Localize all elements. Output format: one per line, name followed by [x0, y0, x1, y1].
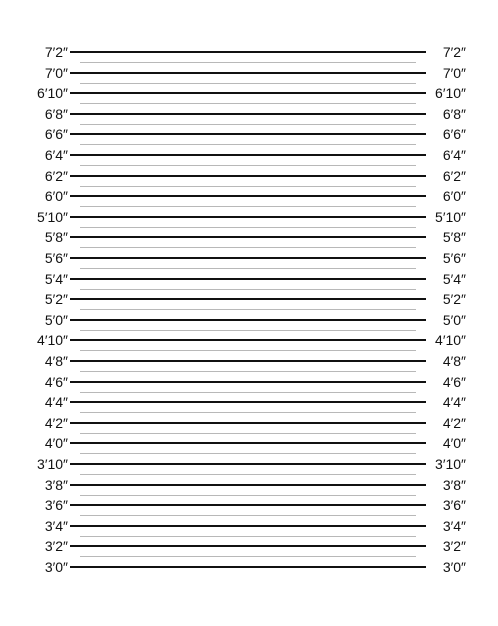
height-label-right: 5′0″ — [442, 312, 466, 328]
height-label-left: 5′10″ — [37, 209, 68, 225]
height-label-right: 5′8″ — [442, 229, 466, 245]
minor-height-line — [80, 165, 416, 166]
minor-height-line — [80, 309, 416, 310]
height-label-left: 3′8″ — [44, 477, 68, 493]
height-label-left: 6′4″ — [44, 147, 68, 163]
height-label-right: 6′2″ — [442, 168, 466, 184]
major-height-line — [70, 133, 426, 135]
major-height-line — [70, 401, 426, 403]
height-label-left: 6′0″ — [44, 188, 68, 204]
height-label-right: 3′8″ — [442, 477, 466, 493]
minor-height-line — [80, 247, 416, 248]
height-label-right: 7′2″ — [442, 44, 466, 60]
height-label-right: 5′2″ — [442, 291, 466, 307]
major-height-line — [70, 463, 426, 465]
height-label-right: 4′6″ — [442, 374, 466, 390]
major-height-line — [70, 51, 426, 53]
minor-height-line — [80, 453, 416, 454]
major-height-line — [70, 195, 426, 197]
major-height-line — [70, 175, 426, 177]
minor-height-line — [80, 206, 416, 207]
height-label-left: 4′8″ — [44, 353, 68, 369]
height-label-left: 3′0″ — [44, 559, 68, 575]
minor-height-line — [80, 330, 416, 331]
height-label-left: 6′6″ — [44, 126, 68, 142]
major-height-line — [70, 319, 426, 321]
height-label-right: 4′10″ — [435, 332, 466, 348]
minor-height-line — [80, 227, 416, 228]
height-label-left: 3′6″ — [44, 497, 68, 513]
height-label-right: 5′6″ — [442, 250, 466, 266]
height-label-left: 7′2″ — [44, 44, 68, 60]
major-height-line — [70, 525, 426, 527]
minor-height-line — [80, 103, 416, 104]
height-label-left: 4′4″ — [44, 394, 68, 410]
minor-height-line — [80, 556, 416, 557]
height-label-right: 3′2″ — [442, 538, 466, 554]
height-label-right: 7′0″ — [442, 65, 466, 81]
height-label-right: 4′8″ — [442, 353, 466, 369]
minor-height-line — [80, 289, 416, 290]
minor-height-line — [80, 371, 416, 372]
height-label-left: 6′10″ — [37, 85, 68, 101]
major-height-line — [70, 545, 426, 547]
height-label-right: 5′4″ — [442, 271, 466, 287]
height-label-left: 4′0″ — [44, 435, 68, 451]
minor-height-line — [80, 474, 416, 475]
minor-height-line — [80, 144, 416, 145]
height-label-left: 4′10″ — [37, 332, 68, 348]
major-height-line — [70, 504, 426, 506]
minor-height-line — [80, 83, 416, 84]
major-height-line — [70, 566, 426, 568]
height-label-right: 3′6″ — [442, 497, 466, 513]
minor-height-line — [80, 433, 416, 434]
major-height-line — [70, 360, 426, 362]
height-label-right: 4′4″ — [442, 394, 466, 410]
minor-height-line — [80, 515, 416, 516]
height-label-right: 3′4″ — [442, 518, 466, 534]
height-label-right: 3′10″ — [435, 456, 466, 472]
height-label-right: 4′0″ — [442, 435, 466, 451]
height-label-left: 6′2″ — [44, 168, 68, 184]
minor-height-line — [80, 124, 416, 125]
major-height-line — [70, 92, 426, 94]
height-label-right: 6′0″ — [442, 188, 466, 204]
height-label-left: 3′10″ — [37, 456, 68, 472]
height-label-left: 5′8″ — [44, 229, 68, 245]
height-label-left: 3′4″ — [44, 518, 68, 534]
height-label-left: 5′4″ — [44, 271, 68, 287]
major-height-line — [70, 422, 426, 424]
height-label-left: 7′0″ — [44, 65, 68, 81]
height-label-right: 6′6″ — [442, 126, 466, 142]
height-label-left: 4′2″ — [44, 415, 68, 431]
minor-height-line — [80, 186, 416, 187]
major-height-line — [70, 442, 426, 444]
height-label-left: 4′6″ — [44, 374, 68, 390]
major-height-line — [70, 381, 426, 383]
height-label-left: 3′2″ — [44, 538, 68, 554]
minor-height-line — [80, 536, 416, 537]
major-height-line — [70, 298, 426, 300]
minor-height-line — [80, 350, 416, 351]
height-label-left: 6′8″ — [44, 106, 68, 122]
minor-height-line — [80, 268, 416, 269]
height-label-left: 5′0″ — [44, 312, 68, 328]
height-label-left: 5′2″ — [44, 291, 68, 307]
major-height-line — [70, 236, 426, 238]
height-label-right: 3′0″ — [442, 559, 466, 575]
minor-height-line — [80, 412, 416, 413]
major-height-line — [70, 113, 426, 115]
height-label-right: 6′4″ — [442, 147, 466, 163]
minor-height-line — [80, 495, 416, 496]
major-height-line — [70, 154, 426, 156]
major-height-line — [70, 72, 426, 74]
major-height-line — [70, 257, 426, 259]
minor-height-line — [80, 392, 416, 393]
major-height-line — [70, 339, 426, 341]
major-height-line — [70, 484, 426, 486]
height-label-right: 6′8″ — [442, 106, 466, 122]
minor-height-line — [80, 62, 416, 63]
height-label-right: 6′10″ — [435, 85, 466, 101]
height-label-right: 5′10″ — [435, 209, 466, 225]
major-height-line — [70, 278, 426, 280]
height-label-left: 5′6″ — [44, 250, 68, 266]
height-label-right: 4′2″ — [442, 415, 466, 431]
major-height-line — [70, 216, 426, 218]
